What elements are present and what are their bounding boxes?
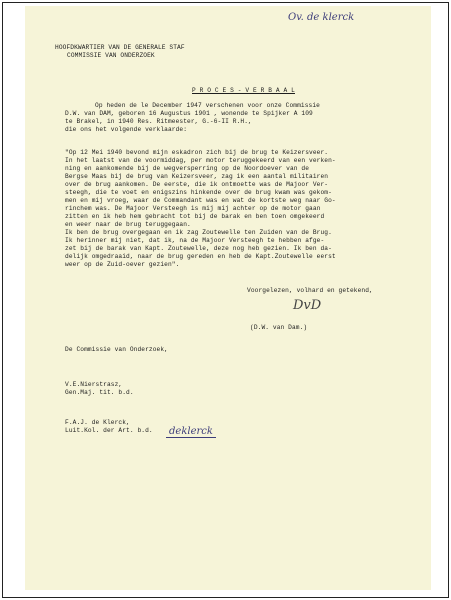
- statement-line: men en mij vroeg, waar de Commandant was en wat de kortste weg naar Go-: [65, 197, 336, 204]
- closing-line: Voorgelezen, volhard en getekend,: [247, 287, 373, 294]
- statement-line: "Op 12 Mei 1940 bevond mijn eskadron zich bij de brug te Keizersveer.: [65, 149, 329, 156]
- statement-line: steegh, die te voet en enigszins hinkende over de brug kwam was gekom-: [65, 189, 332, 196]
- statement-line: Ik herinner mij niet, dat ik, na de Majoor Versteegh te hebben afge-: [65, 237, 325, 244]
- statement-line: rinchem was. De Majoor Versteegh is mij mij achter op de motor gaan: [65, 205, 321, 212]
- signature-deklerck: deklerck: [166, 426, 216, 438]
- member1-rank: Gen.Maj. tit. b.d.: [65, 389, 134, 396]
- member2-name: F.A.J. de Klerck,: [65, 419, 130, 426]
- intro-line-4: die ons het volgende verklaarde:: [65, 126, 188, 133]
- member1-name: V.E.Nierstrasz,: [65, 381, 123, 388]
- document-title: P R O C E S - V E R B A A L: [192, 87, 295, 94]
- statement-line: Ik ben de brug overgegaan en ik zag Zoutewelle ten Zuiden van de Brug.: [65, 229, 332, 236]
- statement-line: ning en aankomende bij de wegversperring op de Noordoever van de: [65, 165, 310, 172]
- header-line-1: HOOFDKWARTIER VAN DE GENERALE STAF: [55, 44, 185, 51]
- header-line-2: COMMISSIE VAN ONDERZOEK: [67, 52, 155, 59]
- statement-line: zitten en ik heb hem gebracht tot bij de barak en ben toen omgekeerd: [65, 213, 325, 220]
- statement-line: weer op de Zuid-oever gezien".: [65, 261, 180, 268]
- statement-line: Bergse Maas bij de brug van Keizersveer, zag ik een aantal militairen: [65, 173, 329, 180]
- statement-line: In het laatst van de voormiddag, per motor teruggekeerd van een verken-: [65, 157, 336, 164]
- intro-line-3: te Brakel, in 1940 Res. Ritmeester, G.-6-II R.H.,: [65, 118, 252, 125]
- statement-line: over de brug aankomen. De eerste, die ik ontmoette was de Majoor Ver-: [65, 181, 329, 188]
- statement-line: zet bij de barak van Kapt. Zoutewelle, deze nog heb gezien. Ik ben da-: [65, 245, 332, 252]
- document-sheet: [25, 6, 431, 590]
- statement-line: en weer naar de brug teruggegaan.: [65, 221, 191, 228]
- handwritten-annotation: Ov. de klerck: [288, 12, 355, 23]
- member2-rank: Luit.Kol. der Art. b.d.: [65, 427, 153, 434]
- intro-line-1: Op heden de le December 1947 verschenen voor onze Commissie: [95, 102, 320, 109]
- intro-line-2: D.W. van DAM, geboren 16 Augustus 1901 , wonende te Spijker A 109: [65, 110, 313, 117]
- signatory-name: (D.W. van Dam.): [250, 324, 308, 331]
- statement-line: delijk omgedraaid, naar de brug gereden en heb de Kapt.Zoutewelle eerst: [65, 253, 336, 260]
- signature-vandam: DvD: [293, 298, 322, 313]
- commission-label: De Commissie van Onderzoek,: [65, 346, 168, 353]
